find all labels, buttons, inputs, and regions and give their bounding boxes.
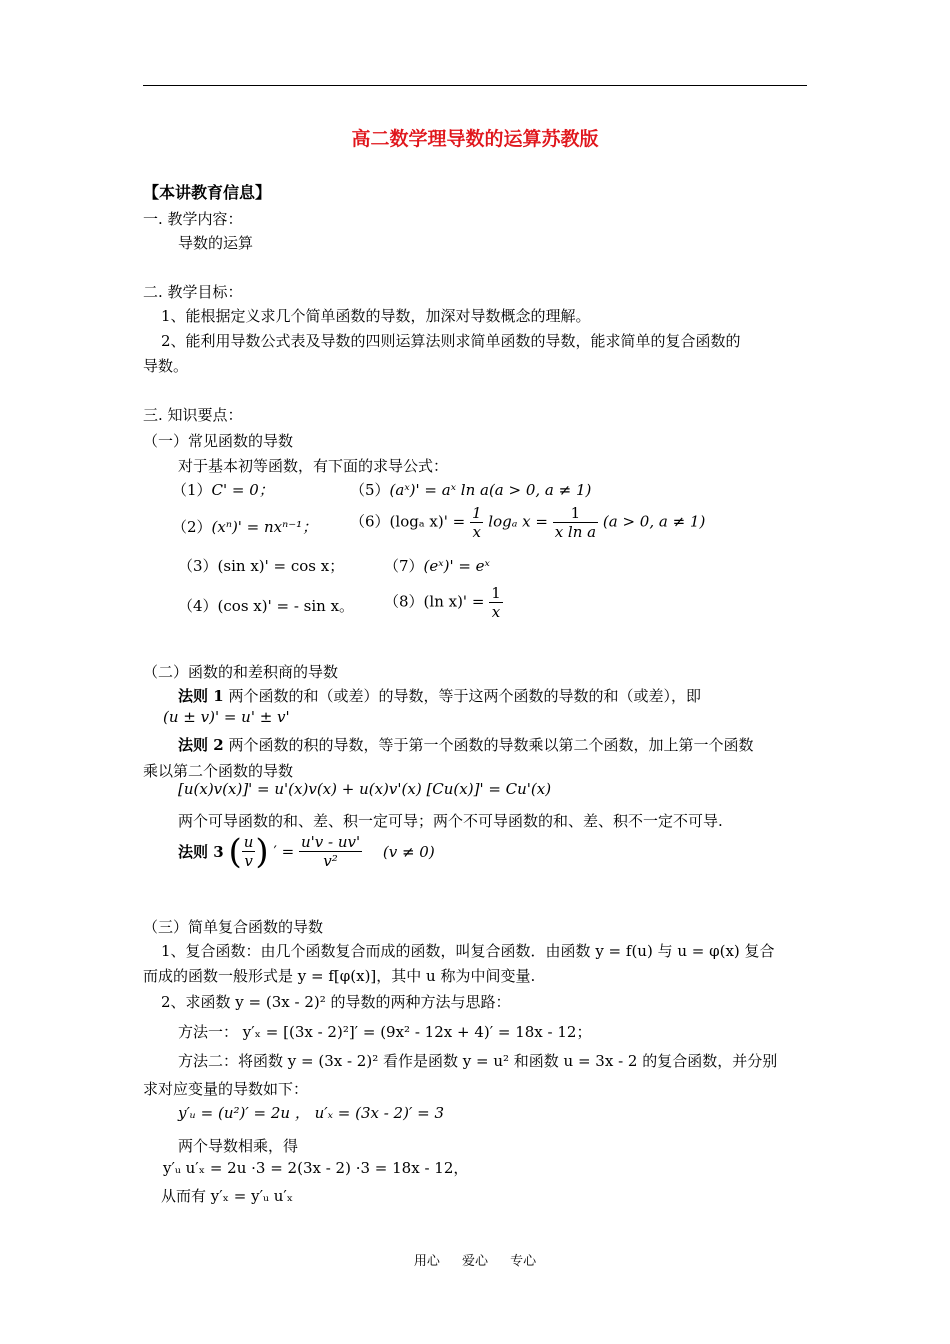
composite-2: 2、求函数 y = (3x - 2)² 的导数的两种方法与思路：: [161, 993, 511, 1011]
method-2f: 从而有 y′ₓ = y′ᵤ u′ₓ: [161, 1187, 294, 1205]
rule2-cont: 乘以第二个函数的导数: [143, 762, 294, 780]
formula-2: （2）(xⁿ)' = nxⁿ⁻¹；: [172, 518, 318, 536]
method-1: 方法一： y′ₓ = [(3x - 2)²]′ = (9x² - 12x + 4)′ = 18x - 12；: [178, 1023, 592, 1041]
page-title: 高二数学理导数的运算苏教版: [351, 128, 599, 150]
sec2-item2b: 导数。: [143, 357, 189, 375]
formula-5: （5）(aˣ)' = aˣ ln a(a > 0, a ≠ 1): [350, 481, 592, 499]
sec1-heading: 一. 教学内容：: [143, 210, 243, 228]
sec3-heading: 三. 知识要点：: [143, 406, 243, 424]
method-2e: y′ᵤ u′ₓ = 2u ·3 = 2(3x - 2) ·3 = 18x - 12，: [163, 1159, 469, 1177]
sec2-item2a: 2、能利用导数公式表及导数的四则运算法则求简单函数的导数，能求简单的复合函数的: [161, 332, 741, 350]
rule2-formula: [u(x)v(x)]' = u'(x)v(x) + u(x)v'(x) [Cu(x)]' = Cu'(x): [178, 780, 552, 798]
rule1: 法则 1 两个函数的和（或差）的导数，等于这两个函数的导数的和（或差），即: [178, 687, 701, 705]
method-2d: 两个导数相乘，得: [178, 1137, 299, 1155]
sec3-sub3: （三）简单复合函数的导数: [143, 918, 324, 936]
rule3: 法则 3 ( $\frac{u}{v}$ ) ′ = $\frac{u'v - uv'}{\text{v²}}$ (v ≠ 0): [178, 831, 435, 872]
formula-4: （4）(cos x)' = - sin x。: [178, 597, 355, 615]
rule1-formula: (u ± v)' = u' ± v': [163, 708, 290, 726]
page-footer: 用心 爱心 专心: [413, 1254, 537, 1269]
rule2: 法则 2 两个函数的积的导数，等于第一个函数的导数乘以第二个函数，加上第一个函数: [178, 736, 754, 754]
formula-8: （8）(ln x)' = $\frac{1}{x}$: [384, 584, 501, 621]
method-2c: y′ᵤ = (u²)′ = 2u ， u′ₓ = (3x - 2)′ = 3: [178, 1104, 445, 1122]
formula-6: （6）(logₐ x)' = $\frac{1}{x}$ logₐ x = $\frac{1}{\text{x ln a}}$ (a > 0, a ≠ 1): [350, 504, 706, 541]
sec3-sub1-intro: 对于基本初等函数，有下面的求导公式：: [178, 457, 449, 475]
info-header: 【本讲教育信息】: [143, 183, 272, 202]
formula-3: （3）(sin x)' = cos x；: [178, 557, 345, 575]
formula-1: （1）C' = 0；: [172, 481, 274, 499]
sec3-sub1: （一）常见函数的导数: [143, 432, 294, 450]
formula-7: （7）(eˣ)' = eˣ: [384, 557, 490, 575]
composite-1a: 1、复合函数：由几个函数复合而成的函数，叫复合函数．由函数 y = f(u) 与 u = φ(x) 复合: [161, 942, 775, 960]
composite-1b: 而成的函数一般形式是 y = f[φ(x)]，其中 u 称为中间变量.: [143, 967, 536, 985]
sec2-heading: 二. 教学目标：: [143, 283, 243, 301]
method-2a: 方法二：将函数 y = (3x - 2)² 看作是函数 y = u² 和函数 u = 3x - 2 的复合函数，并分别: [178, 1052, 778, 1070]
sec1-content: 导数的运算: [178, 234, 254, 252]
sec2-item1: 1、能根据定义求几个简单函数的导数，加深对导数概念的理解。: [161, 307, 591, 325]
header-rule: [143, 85, 807, 86]
sec3-sub2: （二）函数的和差积商的导数: [143, 663, 339, 681]
rule2-note: 两个可导函数的和、差、积一定可导；两个不可导函数的和、差、积不一定不可导.: [178, 812, 723, 830]
method-2b: 求对应变量的导数如下：: [143, 1080, 309, 1098]
